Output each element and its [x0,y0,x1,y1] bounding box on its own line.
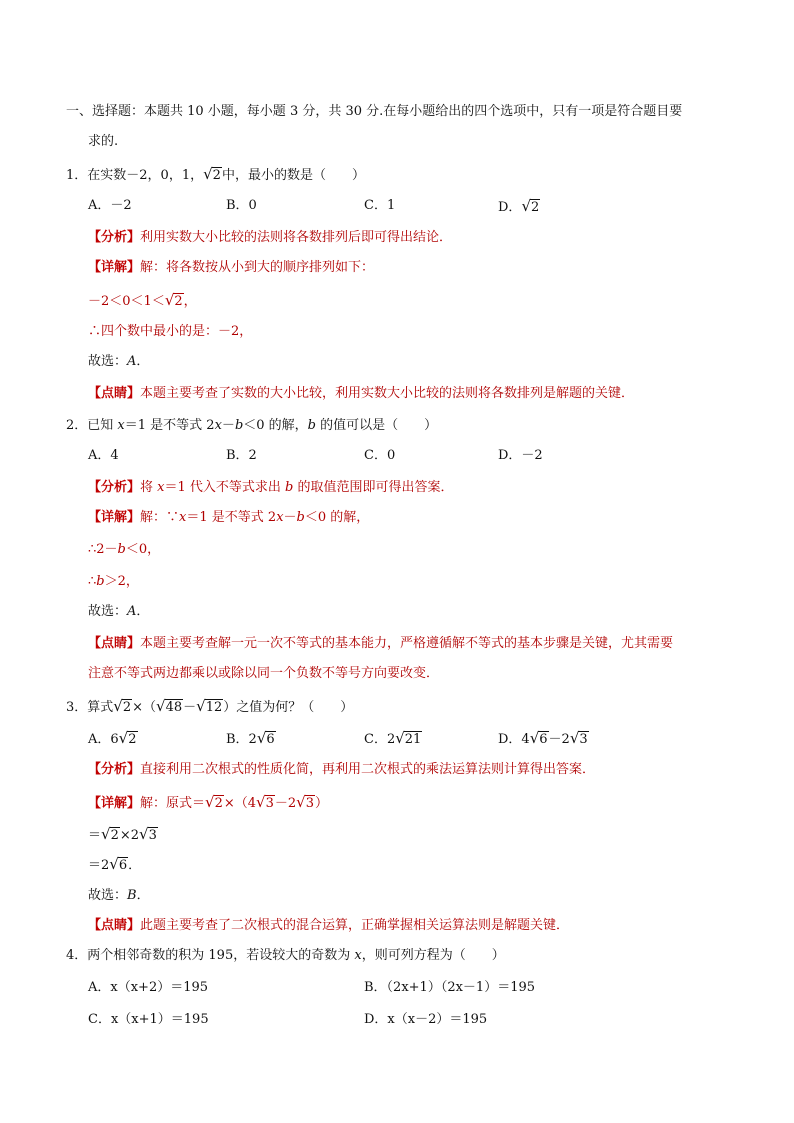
q2-answer: 故选：A． [88,604,150,619]
q2-stem: 2．已知 x＝1 是不等式 2x－b＜0 的解，b 的值可以是（ ） [66,418,438,433]
q1-stem-text-a: 在实数－2，0，1， [87,168,204,183]
q2-analysis: 【分析】将 x＝1 代入不等式求出 b 的取值范围即可得出答案． [88,480,454,495]
q1-option-c: C．1 [364,198,396,213]
q4-stem: 4．两个相邻奇数的积为 195，若设较大的奇数为 x，则可列方程为（ ） [66,948,505,963]
q3-option-b: B．2√6 [226,729,275,747]
section-heading-line1: 一、选择题：本题共 10 小题，每小题 3 分，共 30 分.在每小题给出的四个选项中，只有一项是符合题目要 [66,104,683,119]
q2-option-c: C．0 [364,448,396,463]
q1-option-a: A．－2 [88,198,132,213]
q1-answer: 故选：A． [88,354,150,369]
q1-option-b: B．0 [226,198,257,213]
q2-option-a: A．4 [88,448,119,463]
q1-step2: ∴四个数中最小的是：－2， [88,324,253,339]
q2-detail: 【详解】解：∵x＝1 是不等式 2x－b＜0 的解， [88,510,370,525]
q4-option-b: B．（2x+1）（2x－1）＝195 [364,980,536,995]
q3-answer: 故选：B． [88,888,150,903]
q2-option-b: B．2 [226,448,257,463]
q2-option-d: D．－2 [498,448,543,463]
q1-number: 1． [66,168,88,183]
q2-step2: ∴b＞2， [88,574,139,589]
q3-step2: ＝2√6． [88,855,142,873]
q1-step1: －2＜0＜1＜√2， [88,291,197,309]
q3-step1: ＝√2×2√3 [88,825,157,843]
q3-option-a: A．6√2 [88,729,137,747]
q4-option-c: C．x（x+1）＝195 [88,1012,209,1027]
q1-stem-text-b: 中，最小的数是（ ） [221,168,365,183]
q1-detail: 【详解】解：将各数按从小到大的顺序排列如下： [88,260,375,275]
q1-analysis: 【分析】利用实数大小比较的法则将各数排列后即可得出结论． [88,230,453,245]
q3-detail: 【详解】解：原式＝√2×（4√3－2√3） [88,793,329,811]
q3-option-d: D．4√6－2√3 [498,729,588,747]
q2-step1: ∴2－b＜0， [88,542,161,557]
q3-stem: 3．算式√2×（√48－√12）之值为何？（ ） [66,697,354,715]
q2-comment-line1: 【点睛】本题主要考查解一元一次不等式的基本能力，严格遵循解不等式的基本步骤是关键，尤其需要 [88,636,674,651]
q3-analysis: 【分析】直接利用二次根式的性质化简，再利用二次根式的乘法运算法则计算得出答案． [88,762,596,777]
section-heading-line2: 求的. [88,134,119,149]
q1-option-d: D．√2 [498,197,540,215]
q1-sqrt: √2 [203,165,221,183]
q4-option-d: D．x（x－2）＝195 [364,1012,488,1027]
q3-option-c: C．2√21 [364,729,422,747]
q1-comment: 【点睛】本题主要考查了实数的大小比较，利用实数大小比较的法则将各数排列是解题的关键． [88,386,635,401]
q4-option-a: A．x（x+2）＝195 [88,980,209,995]
q3-comment: 【点睛】此题主要考查了二次根式的混合运算，正确掌握相关运算法则是解题关键． [88,918,570,933]
q1-stem [66,166,365,184]
q2-comment-line2: 注意不等式两边都乘以或除以同一个负数不等号方向要改变． [88,666,440,681]
